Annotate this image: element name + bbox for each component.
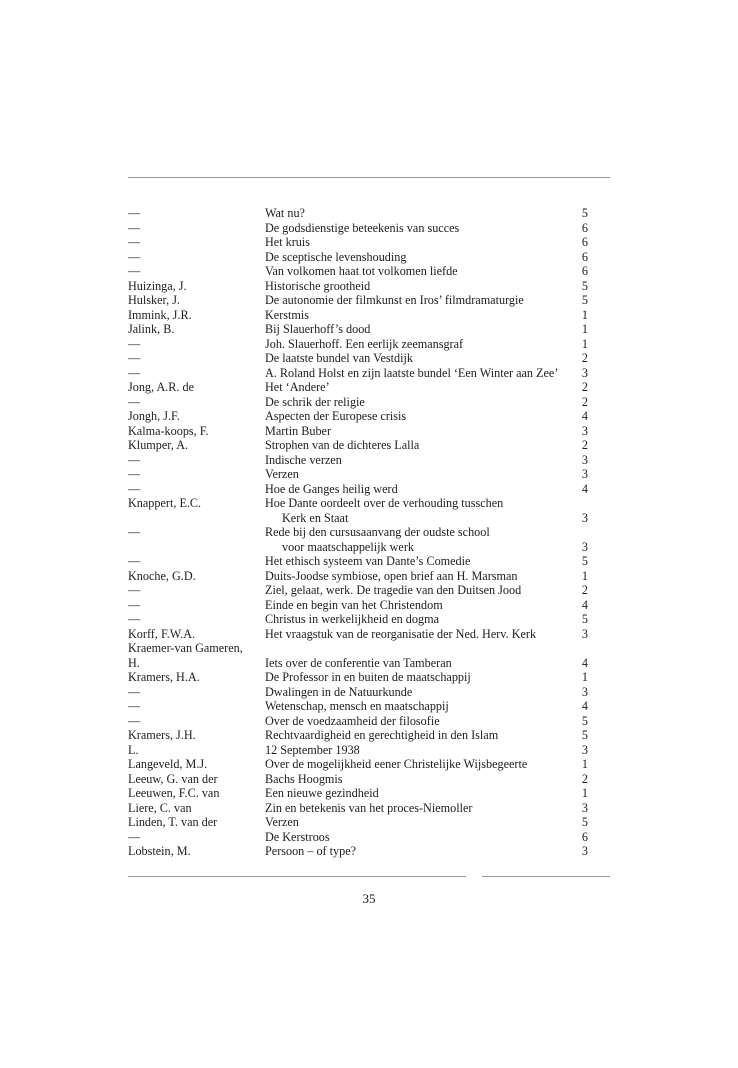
entry-issue-number: 3	[581, 626, 588, 641]
index-entry-row	[128, 206, 588, 221]
entry-issue-number: 6	[581, 235, 588, 249]
entry-title: Kerstmis	[265, 307, 310, 322]
index-entry-row	[128, 496, 588, 511]
index-entry-row	[128, 786, 588, 801]
entry-title: Kerk en Staat	[282, 510, 349, 525]
entry-title: De godsdienstige beteekenis van succes	[265, 220, 460, 235]
entry-author: —	[128, 525, 141, 539]
index-entry-row	[128, 250, 588, 265]
index-entry-row	[128, 366, 588, 381]
entry-issue-number: 5	[581, 554, 588, 568]
entry-title: Het ethisch systeem van Dante’s Comedie	[265, 554, 471, 568]
entry-author: Knappert, E.C.	[128, 496, 202, 510]
index-entry-row	[128, 699, 588, 714]
entry-author: Linden, T. van der	[128, 815, 218, 829]
entry-title: Zin en betekenis van het proces-Niemoller	[265, 800, 473, 815]
entry-title: Bij Slauerhoff’s dood	[265, 322, 371, 336]
entry-issue-number: 4	[581, 699, 588, 713]
entry-title: Verzen	[265, 815, 299, 829]
entry-issue-number: 4	[581, 597, 588, 612]
index-entry-row	[128, 540, 588, 555]
entry-title: Verzen	[265, 467, 299, 481]
entry-title: Wat nu?	[265, 206, 305, 220]
entry-title: Dwalingen in de Natuurkunde	[265, 684, 413, 699]
entry-author: Kramers, H.A.	[128, 670, 200, 684]
entry-title: Het kruis	[265, 235, 311, 249]
entry-author: —	[128, 554, 141, 568]
entry-author: —	[128, 713, 141, 728]
entry-title: De autonomie der filmkunst en Iros’ filmdramaturgie	[265, 293, 524, 307]
entry-issue-number: 3	[581, 423, 588, 438]
entry-title: Bachs Hoogmis	[265, 771, 343, 786]
entry-author: —	[128, 235, 141, 249]
index-entry-row	[128, 743, 588, 758]
entry-issue-number: 3	[581, 467, 588, 481]
index-entry-row	[128, 844, 588, 859]
entry-author: Huizinga, J.	[128, 278, 187, 293]
entry-author: Langeveld, M.J.	[128, 757, 208, 771]
entry-title: Duits-Joodse symbiose, open brief aan H. Marsman	[265, 568, 518, 583]
entry-issue-number: 5	[581, 713, 588, 728]
entry-author: —	[128, 220, 141, 235]
index-entry-row	[128, 772, 588, 787]
index-entry-row	[128, 641, 588, 656]
index-entry-row	[128, 627, 588, 642]
entry-title: Einde en begin van het Christendom	[265, 597, 443, 612]
entry-author: —	[128, 365, 141, 380]
entry-issue-number: 2	[581, 771, 588, 786]
entry-title: Rechtvaardigheid en gerechtigheid in den Islam	[265, 728, 499, 742]
index-entry-row	[128, 293, 588, 308]
index-entry-row	[128, 714, 588, 729]
entry-author: —	[128, 394, 141, 409]
entry-author: —	[128, 583, 141, 597]
entry-author: —	[128, 612, 141, 626]
entry-title: Rede bij den cursusaanvang der oudste school	[265, 525, 490, 539]
index-entry-row	[128, 801, 588, 816]
index-entry-row	[128, 380, 588, 395]
index-entry-row	[128, 395, 588, 410]
entry-issue-number: 4	[581, 481, 588, 496]
entry-issue-number: 4	[581, 655, 588, 670]
entry-issue-number: 1	[581, 336, 588, 351]
entry-author: —	[128, 829, 141, 844]
index-entry-row	[128, 598, 588, 613]
entry-issue-number: 3	[581, 452, 588, 467]
entry-author: —	[128, 699, 141, 713]
entry-issue-number: 1	[581, 322, 588, 336]
entry-title: Iets over de conferentie van Tamberan	[265, 655, 452, 670]
index-entry-row	[128, 685, 588, 700]
entry-title: Het vraagstuk van de reorganisatie der Ned. Herv. Kerk	[265, 626, 537, 641]
index-entry-row	[128, 656, 588, 671]
index-entry-row	[128, 482, 588, 497]
entry-author: Jalink, B.	[128, 322, 175, 336]
entry-issue-number: 1	[581, 568, 588, 583]
entry-issue-number: 2	[581, 583, 588, 597]
entry-issue-number: 2	[581, 438, 588, 452]
entry-author: —	[128, 684, 141, 699]
entry-author: Jongh, J.F.	[128, 409, 180, 423]
entry-title: Joh. Slauerhoff. Een eerlijk zeemansgraf	[265, 336, 464, 351]
index-entry-row	[128, 554, 588, 569]
index-entry-row	[128, 511, 588, 526]
entry-issue-number: 1	[581, 307, 588, 322]
entry-author: Jong, A.R. de	[128, 380, 195, 394]
entry-title: voor maatschappelijk werk	[282, 539, 414, 554]
entry-issue-number: 6	[581, 220, 588, 235]
entry-issue-number: 1	[581, 757, 588, 771]
entry-title: Indische verzen	[265, 452, 342, 467]
entry-author: Kraemer-van Gameren,	[128, 641, 243, 655]
entry-issue-number: 3	[581, 742, 588, 757]
index-entry-row	[128, 351, 588, 366]
index-entry-row	[128, 830, 588, 845]
entry-title: Martin Buber	[265, 423, 332, 438]
entry-author: Leeuwen, F.C. van	[128, 786, 220, 800]
entry-author: Korff, F.W.A.	[128, 626, 196, 641]
entry-issue-number: 6	[581, 829, 588, 844]
entry-issue-number: 3	[581, 800, 588, 815]
entry-issue-number: 6	[581, 264, 588, 278]
entry-issue-number: 4	[581, 409, 588, 423]
entry-issue-number: 5	[581, 206, 588, 220]
entry-author: Immink, J.R.	[128, 307, 192, 322]
entry-issue-number: 3	[581, 684, 588, 699]
index-entry-row	[128, 670, 588, 685]
entry-title: Hoe de Ganges heilig werd	[265, 481, 398, 496]
index-entry-row	[128, 757, 588, 772]
entry-title: 12 September 1938	[265, 742, 360, 757]
entry-author: Hulsker, J.	[128, 293, 180, 307]
entry-title: Aspecten der Europese crisis	[265, 409, 407, 423]
entry-title: Christus in werkelijkheid en dogma	[265, 612, 439, 626]
entry-title: De Kerstroos	[265, 829, 330, 844]
entry-title: Van volkomen haat tot volkomen liefde	[265, 264, 458, 278]
index-entry-row	[128, 612, 588, 627]
entry-author: —	[128, 336, 141, 351]
entry-author: —	[128, 264, 141, 278]
index-entry-row	[128, 815, 588, 830]
entry-author: L.	[128, 742, 139, 757]
entry-issue-number: 3	[581, 844, 588, 858]
entry-issue-number: 2	[581, 394, 588, 409]
entry-title: Strophen van de dichteres Lalla	[265, 438, 420, 452]
entry-author: Kramers, J.H.	[128, 728, 196, 742]
entry-title: Persoon – of type?	[265, 844, 357, 858]
entry-title: Over de voedzaamheid der filosofie	[265, 713, 440, 728]
entry-title: Een nieuwe gezindheid	[265, 786, 379, 800]
entry-issue-number: 3	[581, 510, 588, 525]
entry-issue-number: 2	[581, 380, 588, 394]
entry-issue-number: 5	[581, 728, 588, 742]
index-entry-row	[128, 279, 588, 294]
entry-author: —	[128, 351, 141, 365]
index-entry-row	[128, 525, 588, 540]
entry-title: A. Roland Holst en zijn laatste bundel ‘Een Winter aan Zee’	[265, 365, 559, 380]
index-entry-row	[128, 264, 588, 279]
index-entry-row	[128, 424, 588, 439]
index-entry-row	[128, 583, 588, 598]
index-entry-row	[128, 467, 588, 482]
entry-author: —	[128, 452, 141, 467]
entry-issue-number: 1	[581, 786, 588, 800]
index-entry-row	[128, 221, 588, 236]
entry-issue-number: 5	[581, 278, 588, 293]
index-entry-row	[128, 235, 588, 250]
entry-author: Liere, C. van	[128, 800, 192, 815]
entry-author: H.	[128, 655, 140, 670]
entry-title: Hoe Dante oordeelt over de verhouding tusschen	[265, 496, 504, 510]
index-entry-row	[128, 308, 588, 323]
entry-title: De sceptische levenshouding	[265, 249, 407, 264]
entry-title: Ziel, gelaat, werk. De tragedie van den Duitsen Jood	[265, 583, 522, 597]
index-entry-row	[128, 337, 588, 352]
index-entry-row	[128, 569, 588, 584]
bottom-rule-right	[482, 876, 610, 877]
entry-issue-number: 5	[581, 815, 588, 829]
index-entry-row	[128, 322, 588, 337]
entry-author: —	[128, 597, 141, 612]
index-entry-row	[128, 728, 588, 743]
entry-author: Leeuw, G. van der	[128, 771, 218, 786]
entry-author: —	[128, 481, 141, 496]
entry-title: Over de mogelijkheid eener Christelijke Wijsbegeerte	[265, 757, 528, 771]
entry-author: —	[128, 206, 141, 220]
top-rule	[128, 177, 610, 178]
entry-author: Klumper, A.	[128, 438, 189, 452]
entry-issue-number: 3	[581, 539, 588, 554]
entry-issue-number: 6	[581, 249, 588, 264]
bottom-rule-left	[128, 876, 466, 877]
entry-issue-number: 5	[581, 293, 588, 307]
entry-author: —	[128, 467, 141, 481]
index-table	[128, 206, 588, 859]
entry-title: Wetenschap, mensch en maatschappij	[265, 699, 449, 713]
index-entry-row	[128, 438, 588, 453]
entry-author: Kalma-koops, F.	[128, 423, 209, 438]
entry-title: Het ‘Andere’	[265, 380, 330, 394]
entry-title: De laatste bundel van Vestdijk	[265, 351, 414, 365]
entry-title: De Professor in en buiten de maatschappij	[265, 670, 471, 684]
entry-title: De schrik der religie	[265, 394, 365, 409]
index-entry-row	[128, 453, 588, 468]
entry-issue-number: 1	[581, 670, 588, 684]
entry-author: Knoche, G.D.	[128, 568, 196, 583]
index-entry-row	[128, 409, 588, 424]
entry-issue-number: 3	[581, 365, 588, 380]
page-number: 35	[362, 891, 376, 906]
entry-title: Historische grootheid	[265, 278, 371, 293]
entry-issue-number: 5	[581, 612, 588, 626]
entry-issue-number: 2	[581, 351, 588, 365]
entry-author: —	[128, 249, 141, 264]
entry-author: Lobstein, M.	[128, 844, 191, 858]
